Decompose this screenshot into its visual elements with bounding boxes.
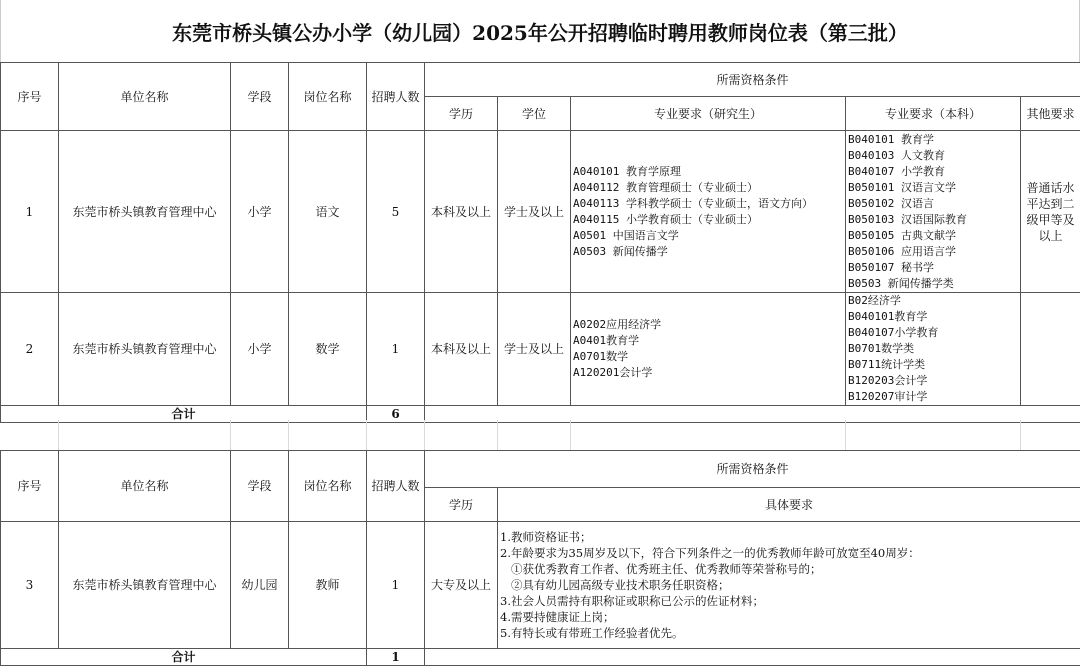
- spacer-gridline: [288, 420, 289, 450]
- major-item: A0503 新闻传播学: [573, 244, 845, 260]
- row-stage: 幼儿园: [231, 522, 289, 649]
- spacer-gridline: [845, 420, 846, 450]
- row-other: [1021, 293, 1080, 406]
- major-item: B0503 新闻传播学类: [848, 276, 1020, 292]
- spacer-gridline: [1020, 420, 1021, 450]
- spacer-gridline: [58, 420, 59, 450]
- header-education: 学历: [425, 488, 498, 522]
- major-item: B050101 汉语言文学: [848, 180, 1020, 196]
- row-major-graduate: [571, 131, 846, 293]
- major-item: A0501 中国语言文学: [573, 228, 845, 244]
- row-specific-requirements: [498, 522, 1080, 649]
- header-post: 岗位名称: [289, 451, 367, 522]
- major-item: A040115 小学教育硕士（专业硕士）: [573, 212, 845, 228]
- header-seq: 序号: [1, 63, 59, 131]
- spacer-gridline: [570, 420, 571, 450]
- major-item: B120207审计学: [848, 389, 1020, 405]
- header-stage: 学段: [231, 451, 289, 522]
- header-unit: 单位名称: [59, 451, 231, 522]
- row-major-undergraduate: [846, 131, 1021, 293]
- header-specific-requirements: 具体要求: [498, 488, 1080, 522]
- major-item: B040101 教育学: [848, 132, 1020, 148]
- major-item: B050106 应用语言学: [848, 244, 1020, 260]
- row-unit: 东莞市桥头镇教育管理中心: [59, 522, 231, 649]
- header-major-graduate: 专业要求（研究生）: [571, 97, 846, 131]
- major-item: B0701数学类: [848, 341, 1020, 357]
- major-item: B040107 小学教育: [848, 164, 1020, 180]
- row-stage: 小学: [231, 131, 289, 293]
- row-education: 本科及以上: [425, 293, 498, 406]
- major-item: A0202应用经济学: [573, 317, 845, 333]
- spacer-row: [0, 420, 1080, 450]
- requirement-item: 3.社会人员需持有职称证或职称已公示的佐证材料；: [500, 593, 1080, 609]
- major-item: A0701数学: [573, 349, 845, 365]
- row-unit: 东莞市桥头镇教育管理中心: [59, 131, 231, 293]
- row-major-undergraduate: [846, 293, 1021, 406]
- row-count: 5: [367, 131, 425, 293]
- major-item: A0401教育学: [573, 333, 845, 349]
- header-post: 岗位名称: [289, 63, 367, 131]
- header-seq: 序号: [1, 451, 59, 522]
- header-major-undergraduate: 专业要求（本科）: [846, 97, 1021, 131]
- requirement-item: ①获优秀教育工作者、优秀班主任、优秀教师等荣誉称号的；: [500, 561, 1080, 577]
- positions-table-primary: [0, 62, 1080, 423]
- major-item: B050102 汉语言: [848, 196, 1020, 212]
- row-seq: 1: [1, 131, 59, 293]
- major-item: B050103 汉语国际教育: [848, 212, 1020, 228]
- page-title: 东莞市桥头镇公办小学（幼儿园）2025年公开招聘临时聘用教师岗位表（第三批）: [0, 0, 1080, 62]
- major-item: A040101 教育学原理: [573, 164, 845, 180]
- header-degree: 学位: [498, 97, 571, 131]
- major-item: B0711统计学类: [848, 357, 1020, 373]
- spacer-gridline: [230, 420, 231, 450]
- row-degree: 学士及以上: [498, 293, 571, 406]
- major-item: B040107小学教育: [848, 325, 1020, 341]
- major-item: B02经济学: [848, 293, 1020, 309]
- major-item: A120201会计学: [573, 365, 845, 381]
- major-item: B040101教育学: [848, 309, 1020, 325]
- row-post: 数学: [289, 293, 367, 406]
- row-major-graduate: [571, 293, 846, 406]
- spacer-gridline: [366, 420, 367, 450]
- requirement-item: 4.需要持健康证上岗；: [500, 609, 1080, 625]
- requirement-item: 2.年龄要求为35周岁及以下，符合下列条件之一的优秀教师年龄可放宽至40周岁：: [500, 545, 1080, 561]
- spacer-gridline: [497, 420, 498, 450]
- row-education: 本科及以上: [425, 131, 498, 293]
- major-item: B050105 古典文献学: [848, 228, 1020, 244]
- total-value: 6: [367, 406, 425, 423]
- total-label: 合计: [1, 649, 367, 666]
- row-stage: 小学: [231, 293, 289, 406]
- table-row: [1, 522, 1080, 649]
- spacer-gridline: [424, 420, 425, 450]
- major-item: B120203会计学: [848, 373, 1020, 389]
- row-post: 教师: [289, 522, 367, 649]
- row-other: 普通话水平达到二级甲等及以上: [1021, 131, 1080, 293]
- positions-table-kindergarten: [0, 450, 1080, 666]
- row-count: 1: [367, 522, 425, 649]
- row-degree: 学士及以上: [498, 131, 571, 293]
- header-count: 招聘人数: [367, 63, 425, 131]
- row-education: 大专及以上: [425, 522, 498, 649]
- row-seq: 2: [1, 293, 59, 406]
- requirement-item: ②具有幼儿园高级专业技术职务任职资格；: [500, 577, 1080, 593]
- requirement-item: 1.教师资格证书；: [500, 529, 1080, 545]
- requirement-item: 5.有特长或有带班工作经验者优先。: [500, 625, 1080, 641]
- header-qualifications: 所需资格条件: [425, 63, 1080, 97]
- header-education: 学历: [425, 97, 498, 131]
- header-qualifications: 所需资格条件: [425, 451, 1080, 488]
- row-unit: 东莞市桥头镇教育管理中心: [59, 293, 231, 406]
- header-count: 招聘人数: [367, 451, 425, 522]
- major-item: B040103 人文教育: [848, 148, 1020, 164]
- total-value: 1: [367, 649, 425, 666]
- table-row: [1, 131, 1080, 293]
- table-row: [1, 293, 1080, 406]
- header-stage: 学段: [231, 63, 289, 131]
- header-other: 其他要求: [1021, 97, 1080, 131]
- major-item: A040112 教育管理硕士（专业硕士）: [573, 180, 845, 196]
- major-item: A040113 学科教学硕士（专业硕士，语文方向）: [573, 196, 845, 212]
- row-seq: 3: [1, 522, 59, 649]
- row-post: 语文: [289, 131, 367, 293]
- row-count: 1: [367, 293, 425, 406]
- total-label: 合计: [1, 406, 367, 423]
- header-unit: 单位名称: [59, 63, 231, 131]
- major-item: B050107 秘书学: [848, 260, 1020, 276]
